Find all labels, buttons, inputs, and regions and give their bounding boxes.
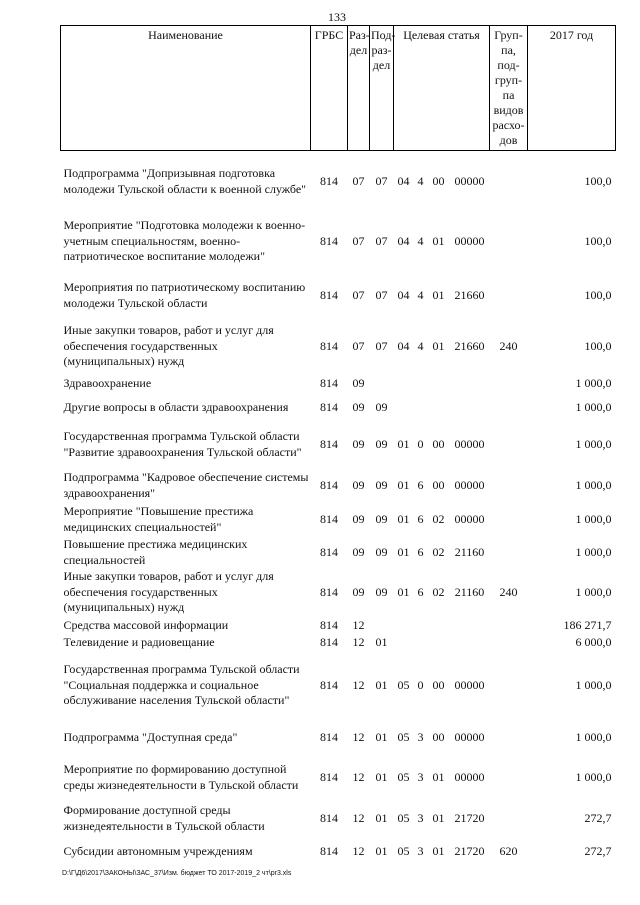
cell-rz: 09 xyxy=(352,477,365,492)
cell-name: Мероприятие "Подготовка молодежи к военно-учетным специальностям, военно-патриотическое воспитание молодежи" xyxy=(63,218,306,264)
cell-t1: 04 xyxy=(397,338,410,353)
table-row xyxy=(61,651,616,721)
cell-amount: 1 000,0 xyxy=(575,584,612,599)
cell-t2: 6 xyxy=(417,511,424,526)
cell-vr xyxy=(490,801,528,837)
cell-pr: 09 xyxy=(375,436,388,451)
header-podrazdel: Под-раз-дел xyxy=(370,26,394,151)
cell-t2: 4 xyxy=(417,174,424,188)
cell-t1: 01 xyxy=(397,584,410,599)
cell-t3: 01 xyxy=(432,287,445,302)
cell-pr xyxy=(370,617,394,635)
cell-t1: 05 xyxy=(397,810,410,825)
cell-vr xyxy=(490,151,528,213)
cell-rz: 09 xyxy=(352,399,365,414)
table-row xyxy=(61,569,616,617)
cell-pr: 01 xyxy=(375,634,388,649)
cell-amount: 100,0 xyxy=(584,233,612,248)
cell-t1: 04 xyxy=(397,287,410,302)
cell-amount: 272,7 xyxy=(584,843,612,858)
cell-name: Подпрограмма "Кадровое обеспечение системы здравоохранения" xyxy=(63,470,309,500)
cell-t4: 00000 xyxy=(454,677,485,692)
cell-pr: 01 xyxy=(375,769,388,784)
cell-name: Государственная программа Тульской области "Развитие здравоохранения Тульской области" xyxy=(63,429,302,459)
cell-t1: 05 xyxy=(397,843,410,858)
cell-vr xyxy=(490,755,528,801)
cell-t4: 00000 xyxy=(454,174,485,188)
cell-amount: 1 000,0 xyxy=(575,544,612,559)
cell-grbs: 814 xyxy=(320,511,338,526)
table-row xyxy=(61,755,616,801)
cell-vr xyxy=(490,421,528,469)
cell-t2: 3 xyxy=(417,843,424,858)
cell-t3: 01 xyxy=(432,769,445,784)
cell-rz: 07 xyxy=(352,287,365,302)
cell-t4: 21160 xyxy=(454,544,485,559)
table-header-row xyxy=(61,26,616,151)
cell-grbs: 814 xyxy=(320,338,338,353)
cell-rz: 07 xyxy=(352,174,365,188)
table-row xyxy=(61,321,616,373)
footer-path: D:\Г\Д6\2017\ЗАКОНЫ\ЗАС_37\Изм. бюджет ТО 2017-2019_2 чт\pr3.xls xyxy=(62,870,292,877)
cell-grbs: 814 xyxy=(320,233,338,248)
cell-t4: 21660 xyxy=(454,338,485,353)
cell-rz: 12 xyxy=(352,634,365,649)
cell-t1: 01 xyxy=(397,511,410,526)
header-name: Наименование xyxy=(61,26,311,151)
cell-grbs: 814 xyxy=(320,174,338,188)
cell-t1: 01 xyxy=(397,544,410,559)
cell-vr xyxy=(490,635,528,651)
cell-amount: 6 000,0 xyxy=(575,634,612,649)
header-target: Целевая статья xyxy=(394,26,490,151)
cell-t2 xyxy=(414,617,428,635)
cell-pr: 07 xyxy=(375,174,388,188)
cell-t2: 4 xyxy=(417,338,424,353)
cell-t1: 05 xyxy=(397,729,410,744)
cell-t4 xyxy=(450,617,490,635)
cell-t3: 01 xyxy=(432,843,445,858)
cell-grbs: 814 xyxy=(320,584,338,599)
cell-pr: 07 xyxy=(375,287,388,302)
cell-rz: 07 xyxy=(352,338,365,353)
cell-vr xyxy=(490,395,528,421)
cell-pr xyxy=(370,373,394,395)
header-year: 2017 год xyxy=(528,26,616,151)
cell-t1: 04 xyxy=(397,174,410,188)
cell-rz: 07 xyxy=(352,233,365,248)
cell-t3: 00 xyxy=(432,477,445,492)
cell-t4 xyxy=(450,635,490,651)
table-row xyxy=(61,837,616,867)
cell-name: Иные закупки товаров, работ и услуг для обеспечения государственных (муниципальных) нужд xyxy=(63,569,274,615)
cell-t3: 01 xyxy=(432,338,445,353)
cell-amount: 100,0 xyxy=(584,287,612,302)
cell-t4: 00000 xyxy=(454,233,485,248)
cell-pr: 09 xyxy=(375,511,388,526)
cell-name: Здравоохранение xyxy=(63,375,152,390)
cell-t2 xyxy=(414,373,428,395)
cell-t1: 05 xyxy=(397,677,410,692)
cell-t3: 00 xyxy=(432,174,445,188)
cell-rz: 09 xyxy=(352,436,365,451)
cell-grbs: 814 xyxy=(320,436,338,451)
cell-t3: 01 xyxy=(432,810,445,825)
cell-pr: 09 xyxy=(375,399,388,414)
cell-t4: 21720 xyxy=(454,843,485,858)
cell-amount: 100,0 xyxy=(584,338,612,353)
header-group: Груп-па, под-груп-па видов расхо-дов xyxy=(490,26,528,151)
cell-t2: 3 xyxy=(417,810,424,825)
cell-vr xyxy=(490,469,528,503)
cell-amount: 1 000,0 xyxy=(575,399,612,414)
cell-grbs: 814 xyxy=(320,399,338,414)
cell-name: Средства массовой информации xyxy=(63,617,229,632)
cell-amount: 272,7 xyxy=(584,810,612,825)
cell-grbs: 814 xyxy=(320,634,338,649)
cell-vr xyxy=(490,271,528,321)
cell-t3: 00 xyxy=(432,436,445,451)
table-row xyxy=(61,421,616,469)
cell-t3: 02 xyxy=(432,511,445,526)
table-row xyxy=(61,151,616,213)
cell-t1: 01 xyxy=(397,436,410,451)
cell-pr: 07 xyxy=(375,233,388,248)
cell-name: Мероприятие "Повышение престижа медицинских специальностей" xyxy=(63,504,254,534)
cell-rz: 12 xyxy=(352,810,365,825)
cell-t2 xyxy=(414,395,428,421)
cell-rz: 09 xyxy=(352,584,365,599)
cell-t4 xyxy=(450,395,490,421)
cell-t2: 6 xyxy=(417,544,424,559)
budget-table xyxy=(60,25,616,867)
cell-t3 xyxy=(428,635,450,651)
cell-pr: 09 xyxy=(375,544,388,559)
cell-rz: 09 xyxy=(352,375,365,390)
cell-t4: 00000 xyxy=(454,769,485,784)
cell-pr: 07 xyxy=(375,338,388,353)
cell-rz: 12 xyxy=(352,843,365,858)
cell-vr xyxy=(490,213,528,271)
cell-name: Подпрограмма "Доступная среда" xyxy=(63,729,238,744)
cell-pr: 09 xyxy=(375,584,388,599)
cell-vr xyxy=(490,721,528,755)
cell-grbs: 814 xyxy=(320,810,338,825)
page-number: 133 xyxy=(328,10,346,24)
table-row xyxy=(61,503,616,537)
cell-pr: 01 xyxy=(375,677,388,692)
cell-rz: 09 xyxy=(352,544,365,559)
cell-grbs: 814 xyxy=(320,287,338,302)
table-row xyxy=(61,271,616,321)
cell-vr xyxy=(490,503,528,537)
cell-t4: 00000 xyxy=(454,436,485,451)
header-grbs: ГРБС xyxy=(311,26,348,151)
cell-rz: 12 xyxy=(352,769,365,784)
cell-rz: 09 xyxy=(352,511,365,526)
table-row xyxy=(61,801,616,837)
cell-t4: 00000 xyxy=(454,729,485,744)
cell-name: Подпрограмма "Допризывная подготовка молодежи Тульской области к военной службе" xyxy=(63,166,307,196)
table-row xyxy=(61,213,616,271)
cell-amount: 1 000,0 xyxy=(575,511,612,526)
cell-t3 xyxy=(428,395,450,421)
cell-rz: 12 xyxy=(352,677,365,692)
cell-grbs: 814 xyxy=(320,769,338,784)
cell-name: Телевидение и радиовещание xyxy=(63,634,215,649)
cell-t1: 05 xyxy=(397,769,410,784)
cell-t2: 3 xyxy=(417,729,424,744)
cell-name: Государственная программа Тульской области "Социальная поддержка и социальное обслуживание населения Тульской области" xyxy=(63,662,300,708)
cell-pr: 01 xyxy=(375,810,388,825)
header-razdel: Раз-дел xyxy=(348,26,370,151)
cell-name: Мероприятие по формированию доступной среды жизнедеятельности в Тульской области xyxy=(63,762,299,792)
cell-t2: 0 xyxy=(417,677,424,692)
cell-vr xyxy=(490,617,528,635)
cell-t3: 00 xyxy=(432,729,445,744)
cell-t1: 04 xyxy=(397,233,410,248)
cell-t2: 6 xyxy=(417,584,424,599)
cell-rz: 12 xyxy=(352,729,365,744)
cell-t1 xyxy=(394,635,414,651)
cell-grbs: 814 xyxy=(320,477,338,492)
cell-t2: 6 xyxy=(417,477,424,492)
cell-amount: 1 000,0 xyxy=(575,677,612,692)
cell-name: Формирование доступной среды жизнедеятельности в Тульской области xyxy=(63,803,265,833)
cell-t3: 00 xyxy=(432,677,445,692)
table-row xyxy=(61,721,616,755)
cell-grbs: 814 xyxy=(320,843,338,858)
cell-t2: 3 xyxy=(417,769,424,784)
cell-amount: 186 271,7 xyxy=(563,617,612,632)
cell-t2 xyxy=(414,635,428,651)
cell-rz: 12 xyxy=(352,617,365,632)
cell-grbs: 814 xyxy=(320,617,338,632)
cell-amount: 1 000,0 xyxy=(575,729,612,744)
table-row xyxy=(61,395,616,421)
cell-grbs: 814 xyxy=(320,375,338,390)
cell-name: Иные закупки товаров, работ и услуг для обеспечения государственных (муниципальных) нужд xyxy=(63,323,274,369)
cell-t3: 02 xyxy=(432,544,445,559)
cell-t3 xyxy=(428,373,450,395)
cell-t4: 00000 xyxy=(454,511,485,526)
cell-name: Субсидии автономным учреждениям xyxy=(63,843,253,858)
cell-amount: 1 000,0 xyxy=(575,436,612,451)
cell-pr: 01 xyxy=(375,729,388,744)
table-row xyxy=(61,635,616,651)
cell-t1: 01 xyxy=(397,477,410,492)
table-row xyxy=(61,537,616,569)
cell-t4: 21160 xyxy=(454,584,485,599)
table-row xyxy=(61,617,616,635)
cell-grbs: 814 xyxy=(320,677,338,692)
cell-grbs: 814 xyxy=(320,729,338,744)
cell-vr: 240 xyxy=(499,338,518,353)
cell-t2: 0 xyxy=(417,436,424,451)
cell-t4: 21660 xyxy=(454,287,485,302)
cell-t4 xyxy=(450,373,490,395)
cell-t1 xyxy=(394,373,414,395)
cell-pr: 01 xyxy=(375,843,388,858)
cell-vr xyxy=(490,373,528,395)
cell-amount: 1 000,0 xyxy=(575,375,612,390)
cell-pr: 09 xyxy=(375,477,388,492)
cell-t3: 02 xyxy=(432,584,445,599)
cell-amount: 1 000,0 xyxy=(575,477,612,492)
cell-t3: 01 xyxy=(432,233,445,248)
cell-vr xyxy=(490,537,528,569)
cell-grbs: 814 xyxy=(320,544,338,559)
table-body xyxy=(61,151,616,867)
cell-vr xyxy=(490,651,528,721)
cell-t1 xyxy=(394,617,414,635)
cell-name: Другие вопросы в области здравоохранения xyxy=(63,399,289,414)
table-row xyxy=(61,373,616,395)
cell-name: Повышение престижа медицинских специальностей xyxy=(63,537,248,567)
cell-vr: 620 xyxy=(499,843,518,858)
cell-t4: 00000 xyxy=(454,477,485,492)
cell-t2: 4 xyxy=(417,287,424,302)
cell-name: Мероприятия по патриотическому воспитанию молодежи Тульской области xyxy=(63,280,306,310)
cell-t4: 21720 xyxy=(454,810,485,825)
cell-t2: 4 xyxy=(417,233,424,248)
cell-amount: 1 000,0 xyxy=(575,769,612,784)
cell-vr: 240 xyxy=(499,584,518,599)
cell-t1 xyxy=(394,395,414,421)
table-row xyxy=(61,469,616,503)
cell-amount: 100,0 xyxy=(584,174,612,188)
cell-t3 xyxy=(428,617,450,635)
